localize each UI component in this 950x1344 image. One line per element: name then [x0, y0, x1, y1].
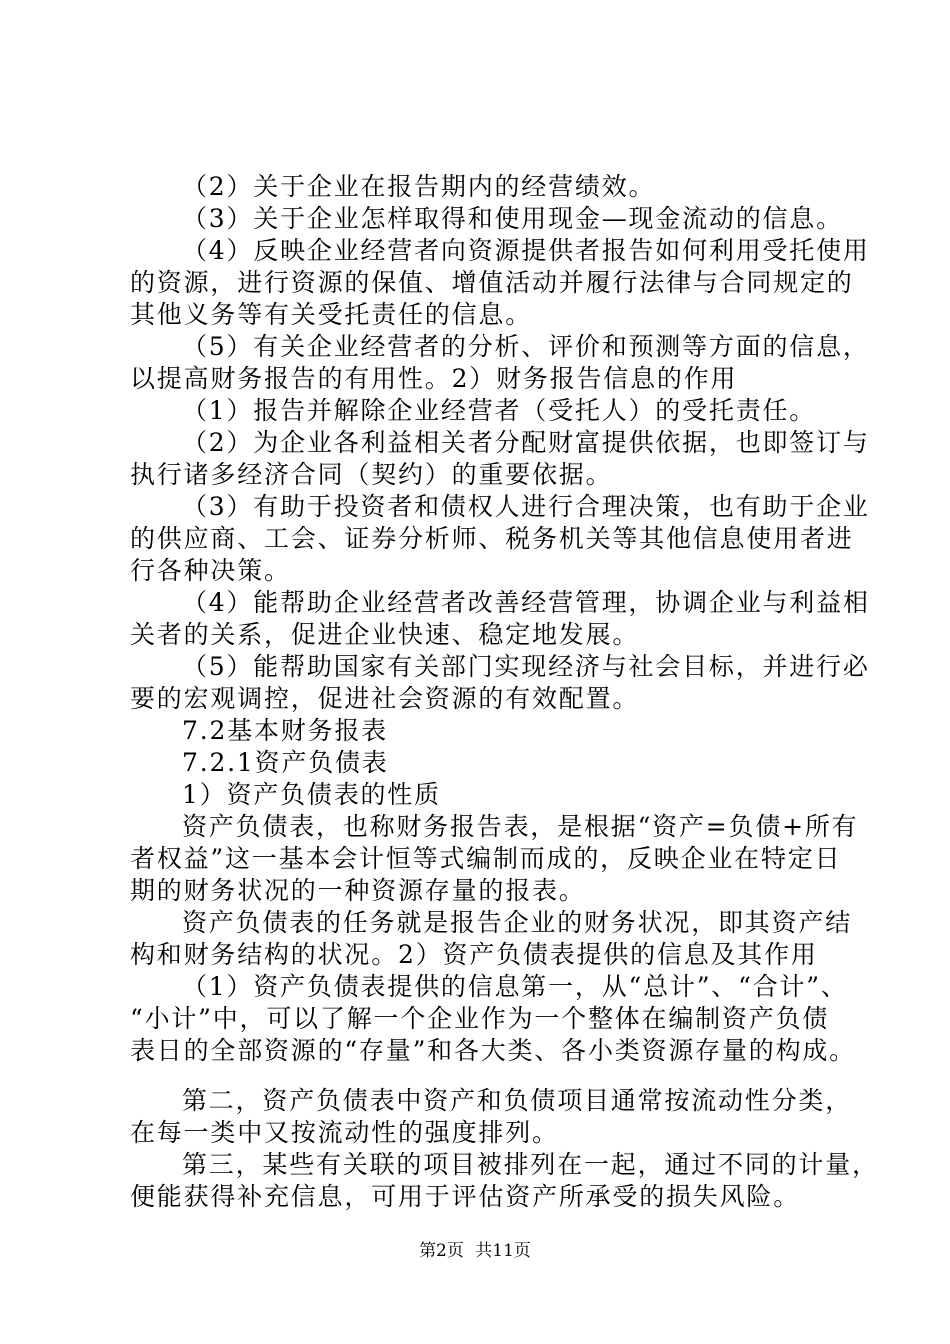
text-line: 构和财务结构的状况。2）资产负债表提供的信息及其作用 — [130, 940, 818, 969]
text-line: 第三，某些有关联的项目被排列在一起，通过不同的计量， — [182, 1150, 879, 1179]
text-line: 的资源，进行资源的保值、增值活动并履行法律与合同规定的 — [130, 268, 854, 297]
text-line: 行各种决策。 — [130, 556, 291, 585]
text-line: 表日的全部资源的“存量”和各大类、各小类资源存量的构成。 — [130, 1036, 856, 1065]
text-line: （4）能帮助企业经营者改善经营管理，协调企业与利益相 — [182, 588, 870, 617]
text-line: （2）为企业各利益相关者分配财富提供依据，也即签订与 — [182, 428, 870, 457]
text-line: （1）报告并解除企业经营者（受托人）的受托责任。 — [182, 396, 817, 425]
text-line: 资产负债表的任务就是报告企业的财务状况，即其资产结 — [182, 908, 853, 937]
text-line: 要的宏观调控，促进社会资源的有效配置。 — [130, 684, 640, 713]
text-line: 关者的关系，促进企业快速、稳定地发展。 — [130, 620, 640, 649]
page-number: 第2页 — [419, 1241, 464, 1261]
text-line: （5）有关企业经营者的分析、评价和预测等方面的信息， — [182, 332, 870, 361]
text-line: （3）有助于投资者和债权人进行合理决策，也有助于企业 — [182, 492, 870, 521]
text-line: （4）反映企业经营者向资源提供者报告如何利用受托使用 — [182, 236, 870, 265]
text-line: 第二，资产负债表中资产和负债项目通常按流动性分类， — [182, 1086, 853, 1115]
text-line: 在每一类中又按流动性的强度排列。 — [130, 1118, 559, 1147]
text-line: 便能获得补充信息，可用于评估资产所承受的损失风险。 — [130, 1182, 801, 1211]
text-line: “小计”中，可以了解一个企业作为一个整体在编制资产负债 — [130, 1004, 830, 1033]
text-line: （1）资产负债表提供的信息第一，从“总计”、“合计”、 — [182, 972, 848, 1001]
subheading: 1）资产负债表的性质 — [182, 780, 441, 809]
text-line: 执行诸多经济合同（契约）的重要依据。 — [130, 460, 613, 489]
text-line: （3）关于企业怎样取得和使用现金—现金流动的信息。 — [182, 204, 843, 233]
text-line: （2）关于企业在报告期内的经营绩效。 — [182, 172, 656, 201]
page-footer — [0, 1240, 950, 1262]
text-line: （5）能帮助国家有关部门实现经济与社会目标，并进行必 — [182, 652, 870, 681]
page-total: 共11页 — [475, 1241, 531, 1261]
text-line: 以提高财务报告的有用性。2）财务报告信息的作用 — [130, 364, 738, 393]
text-line: 资产负债表，也称财务报告表，是根据“资产=负债+所有 — [182, 812, 859, 841]
text-line: 的供应商、工会、证券分析师、税务机关等其他信息使用者进 — [130, 524, 854, 553]
text-line: 者权益”这一基本会计恒等式编制而成的，反映企业在特定日 — [130, 844, 842, 873]
section-heading: 7.2基本财务报表 — [182, 716, 388, 745]
text-line: 期的财务状况的一种资源存量的报表。 — [130, 876, 586, 905]
text-line: 其他义务等有关受托责任的信息。 — [130, 300, 533, 329]
subsection-heading: 7.2.1资产负债表 — [182, 748, 389, 777]
